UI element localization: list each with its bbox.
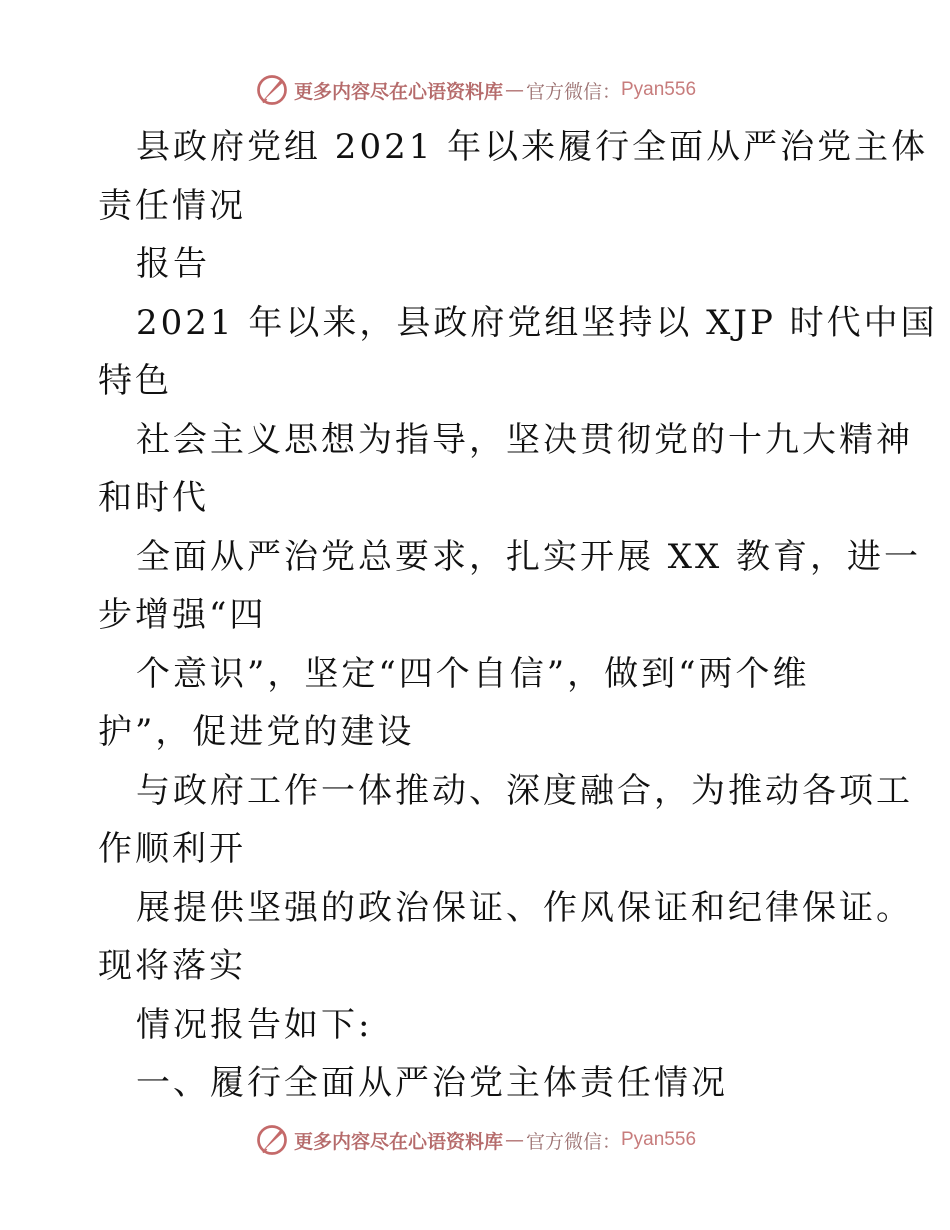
watermark-separator: — — [504, 1129, 524, 1151]
paragraph-line: 护”，促进党的建设 — [98, 712, 415, 752]
watermark-wechat-id: Pyan556 — [621, 79, 697, 100]
watermark-wechat-label: 官方微信： — [525, 1130, 621, 1153]
title-line-1: 县政府党组 2021 年以来履行全面从严治党主体 — [136, 127, 929, 167]
paragraph-line: 个意识”，坚定“四个自信”，做到“两个维 — [136, 653, 810, 694]
paragraph-line: 与政府工作一体推动、深度融合，为推动各项工 — [136, 770, 913, 811]
paragraph-line: 情况报告如下: — [136, 1004, 373, 1045]
title-line-3: 报告 — [136, 244, 210, 284]
paragraph-line: 全面从严治党总要求，扎实开展 XX 教育，进一 — [136, 536, 922, 577]
paragraph-line: 社会主义思想为指导，坚决贯彻党的十九大精神 — [136, 419, 913, 460]
watermark-banner-top — [0, 70, 950, 110]
feather-pen-logo-icon — [254, 72, 290, 108]
paragraph-line: 作顺利开 — [98, 829, 246, 869]
feather-pen-logo-icon — [254, 1122, 290, 1158]
title-line-2: 责任情况 — [98, 185, 246, 226]
paragraph-line: 2021 年以来，县政府党组坚持以 XJP 时代中国 — [136, 302, 938, 343]
paragraph-line: 特色 — [98, 361, 172, 401]
paragraph-line: 和时代 — [98, 478, 209, 518]
document-body — [98, 118, 938, 1113]
paragraph-line: 现将落实 — [98, 946, 246, 986]
watermark-site-text: 更多内容尽在心语资料库 — [293, 1130, 503, 1153]
watermark-banner-bottom — [0, 1120, 950, 1160]
paragraph-line: 步增强“四 — [98, 595, 267, 635]
watermark-site-text: 更多内容尽在心语资料库 — [293, 80, 503, 103]
section-heading: 一、履行全面从严治党主体责任情况 — [136, 1063, 728, 1103]
paragraph-line: 展提供坚强的政治保证、作风保证和纪律保证。 — [136, 887, 913, 928]
watermark-separator: — — [504, 79, 524, 101]
watermark-wechat-label: 官方微信： — [525, 80, 621, 103]
watermark-wechat-id: Pyan556 — [621, 1129, 697, 1150]
